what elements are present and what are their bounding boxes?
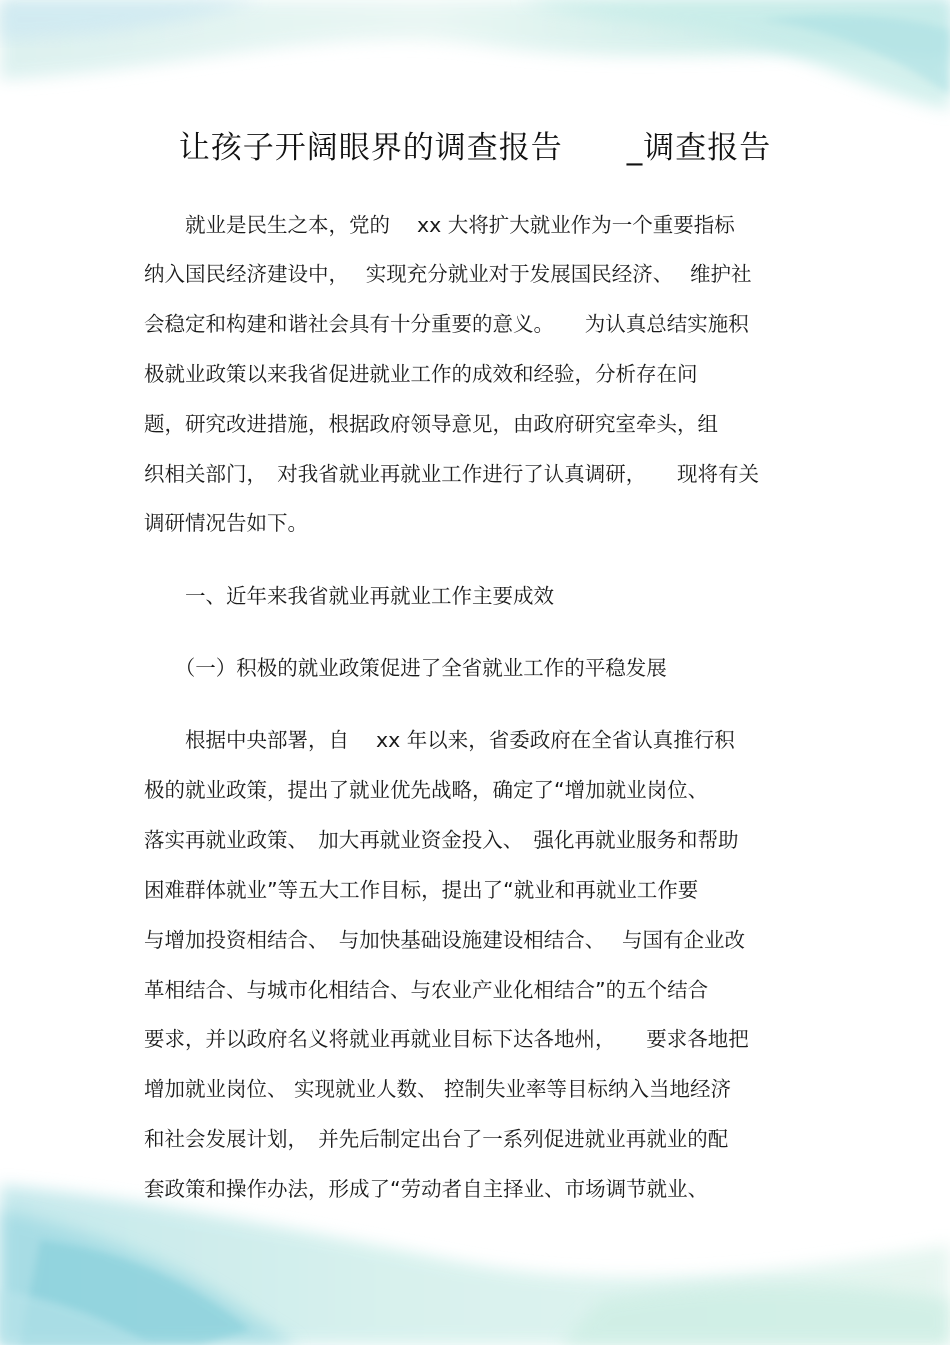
body-line-9: 极的就业政策，提出了就业优先战略，确定了“增加就业岗位、 (144, 778, 709, 802)
body-line-17: 套政策和操作办法，形成了“劳动者自主择业、市场调节就业、 (144, 1177, 709, 1201)
body-line-16: 和社会发展计划， 并先后制定出台了一系列促进就业再就业的配 (144, 1127, 729, 1151)
body-line-6: 织相关部门， 对我省就业再就业工作进行了认真调研， 现将有关 (144, 462, 759, 486)
body-line-12: 与增加投资相结合、 与加快基础设施建设相结合、 与国有企业改 (144, 928, 746, 952)
body-line-11: 困难群体就业”等五大工作目标，提出了“就业和再就业工作要 (144, 878, 699, 902)
section-heading-1: 一、近年来我省就业再就业工作主要成效 (144, 584, 554, 608)
body-line-13: 革相结合、与城市化相结合、与农业产业化相结合”的五个结合 (144, 978, 709, 1002)
body-line-8: 根据中央部署，自 xx 年以来，省委政府在全省认真推行积 (144, 728, 735, 752)
body-line-1: 就业是民生之本，党的 xx 大将扩大就业作为一个重要指标 (144, 213, 735, 237)
body-line-4: 极就业政策以来我省促进就业工作的成效和经验，分析存在问 (144, 362, 698, 386)
body-line-7: 调研情况告如下。 (144, 511, 308, 535)
body-line-15: 增加就业岗位、 实现就业人数、 控制失业率等目标纳入当地经济 (144, 1077, 732, 1101)
body-line-14: 要求，并以政府名义将就业再就业目标下达各地州， 要求各地把 (144, 1027, 749, 1051)
document-title: 让孩子开阔眼界的调查报告 _调查报告 (178, 130, 772, 166)
body-line-10: 落实再就业政策、 加大再就业资金投入、 强化再就业服务和帮助 (144, 828, 739, 852)
subsection-heading-1: （一）积极的就业政策促进了全省就业工作的平稳发展 (144, 656, 667, 680)
body-line-2: 纳入国民经济建设中， 实现充分就业对于发展国民经济、 维护社 (144, 262, 752, 286)
body-line-5: 题，研究改进措施，根据政府领导意见，由政府研究室牵头，组 (144, 412, 718, 436)
body-line-3: 会稳定和构建和谐社会具有十分重要的意义。 为认真总结实施积 (144, 312, 749, 336)
